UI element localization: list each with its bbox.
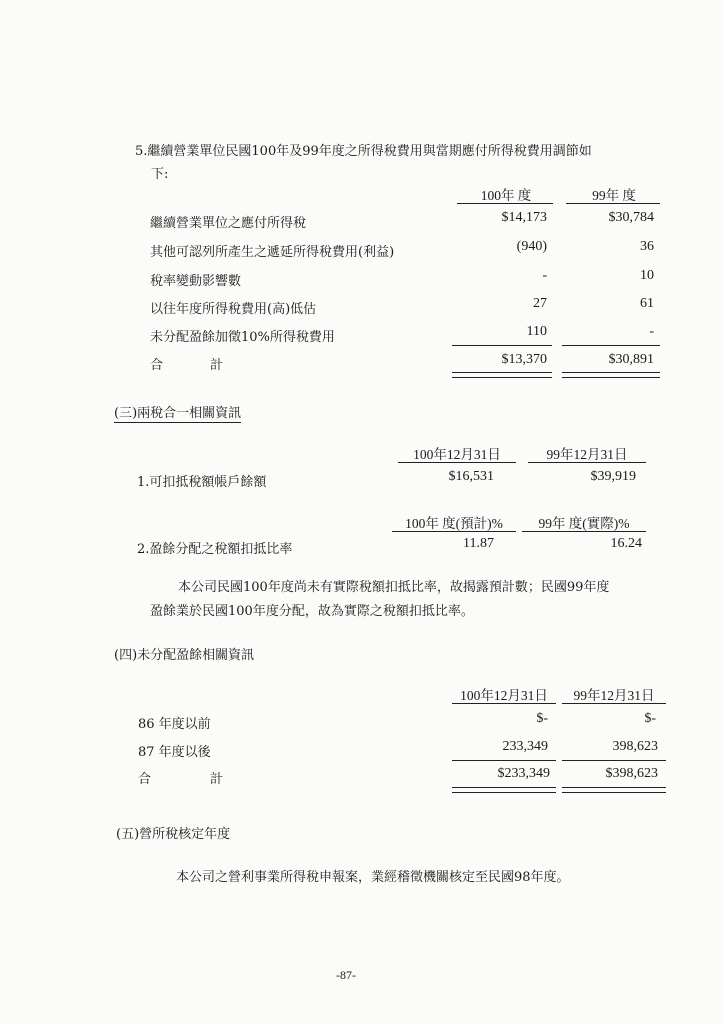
s4-row-value-99: 398,623 <box>612 739 658 754</box>
s5-row-label: 未分配盈餘加徵10%所得稅費用 <box>150 330 335 345</box>
s5-row-value-99: - <box>649 324 654 339</box>
s5-row-value-100: 27 <box>533 296 547 311</box>
s3-note-line1: 本公司民國100年度尚未有實際稅額扣抵比率，故揭露預計數；民國99年度 <box>178 580 610 595</box>
s3-item2-value-100: 11.87 <box>463 536 494 551</box>
s3-col-header-100: 100年12月31日 <box>413 447 501 462</box>
s3-col2-header-100: 100年 度(預計)% <box>405 516 503 531</box>
s5-col-header-100: 100年 度 <box>480 188 532 203</box>
s5-subtotal-line-100 <box>452 345 552 346</box>
s4-row-label: 87 年度以後 <box>138 745 211 760</box>
section5-heading-line1: 5.繼續營業單位民國100年及99年度之所得稅費用與當期應付所得稅費用調節如 <box>135 144 592 159</box>
s3-item1-value-100: $16,531 <box>448 469 494 484</box>
s3-col2-underline-100 <box>392 531 516 532</box>
section5b-title: (五)營所稅核定年度 <box>116 827 231 842</box>
s3-col-header-99: 99年12月31日 <box>546 447 628 462</box>
s4-total-label-b: 計 <box>210 772 224 787</box>
s5-row-value-99: 61 <box>640 296 654 311</box>
s4-total-double-line-99 <box>562 787 666 793</box>
s4-row-label: 86 年度以前 <box>138 717 211 732</box>
s5-col-header-99: 99年 度 <box>592 188 636 203</box>
s5-total-label-b: 計 <box>210 358 224 373</box>
s5-total-99: $30,891 <box>608 352 654 367</box>
s5-total-label-a: 合 <box>150 358 164 373</box>
section5b-text: 本公司之營利事業所得稅申報案，業經稽徵機關核定至民國98年度。 <box>176 870 570 885</box>
s5-subtotal-line-99 <box>562 345 660 346</box>
s4-col-header-100: 100年12月31日 <box>460 688 548 703</box>
s5-row-value-100: (940) <box>516 239 547 254</box>
section5-heading-line2: 下: <box>151 167 169 182</box>
s5-row-value-100: - <box>542 268 547 283</box>
s4-total-label-a: 合 <box>138 772 152 787</box>
s5-row-value-100: 110 <box>526 324 547 339</box>
s4-subtotal-line-99 <box>562 760 666 761</box>
s5-total-double-line-99 <box>562 372 660 378</box>
s4-subtotal-line-100 <box>452 760 556 761</box>
s5-total-100: $13,370 <box>501 352 547 367</box>
page-number: -87- <box>336 968 356 982</box>
s4-total-double-line-100 <box>452 787 556 793</box>
section3-title <box>114 402 241 421</box>
s4-col-header-99: 99年12月31日 <box>573 688 655 703</box>
s3-item1-value-99: $39,919 <box>590 469 636 484</box>
s5-row-value-100: $14,173 <box>501 210 547 225</box>
s3-item1-label: 1.可扣抵稅額帳戶餘額 <box>137 475 267 490</box>
s5-row-label: 以往年度所得稅費用(高)低估 <box>150 302 317 317</box>
s4-row-value-99: $- <box>644 711 656 726</box>
s4-total-100: $233,349 <box>497 766 550 781</box>
s3-col2-underline-99 <box>522 531 646 532</box>
s4-header-underline-99 <box>562 703 666 704</box>
s3-header-underline-100 <box>398 462 516 463</box>
section3-title-text: (三)兩稅合一相關資訊 <box>114 406 242 421</box>
s4-row-value-100: 233,349 <box>502 739 548 754</box>
s5-row-value-99: 10 <box>640 268 654 283</box>
s5-row-value-99: 36 <box>640 239 654 254</box>
s5-row-label: 繼續營業單位之應付所得稅 <box>150 216 307 231</box>
s3-col2-header-99: 99年 度(實際)% <box>538 516 630 531</box>
s4-row-value-100: $- <box>536 711 548 726</box>
s3-note-line2: 盈餘業於民國100年度分配，故為實際之稅額扣抵比率。 <box>150 604 474 619</box>
s5-total-double-line-100 <box>452 372 552 378</box>
s5-row-label: 其他可認列所產生之遞延所得稅費用(利益) <box>150 245 395 260</box>
s5-header-underline-99 <box>566 203 660 204</box>
s5-header-underline-100 <box>457 203 553 204</box>
s4-header-underline-100 <box>452 703 556 704</box>
section4-title: (四)未分配盈餘相關資訊 <box>114 648 255 663</box>
s5-row-label: 稅率變動影響數 <box>150 274 242 289</box>
s3-item2-label: 2.盈餘分配之稅額扣抵比率 <box>137 542 293 557</box>
s4-total-99: $398,623 <box>605 766 658 781</box>
s3-item2-value-99: 16.24 <box>610 536 642 551</box>
s3-header-underline-99 <box>528 462 646 463</box>
s5-row-value-99: $30,784 <box>608 210 654 225</box>
